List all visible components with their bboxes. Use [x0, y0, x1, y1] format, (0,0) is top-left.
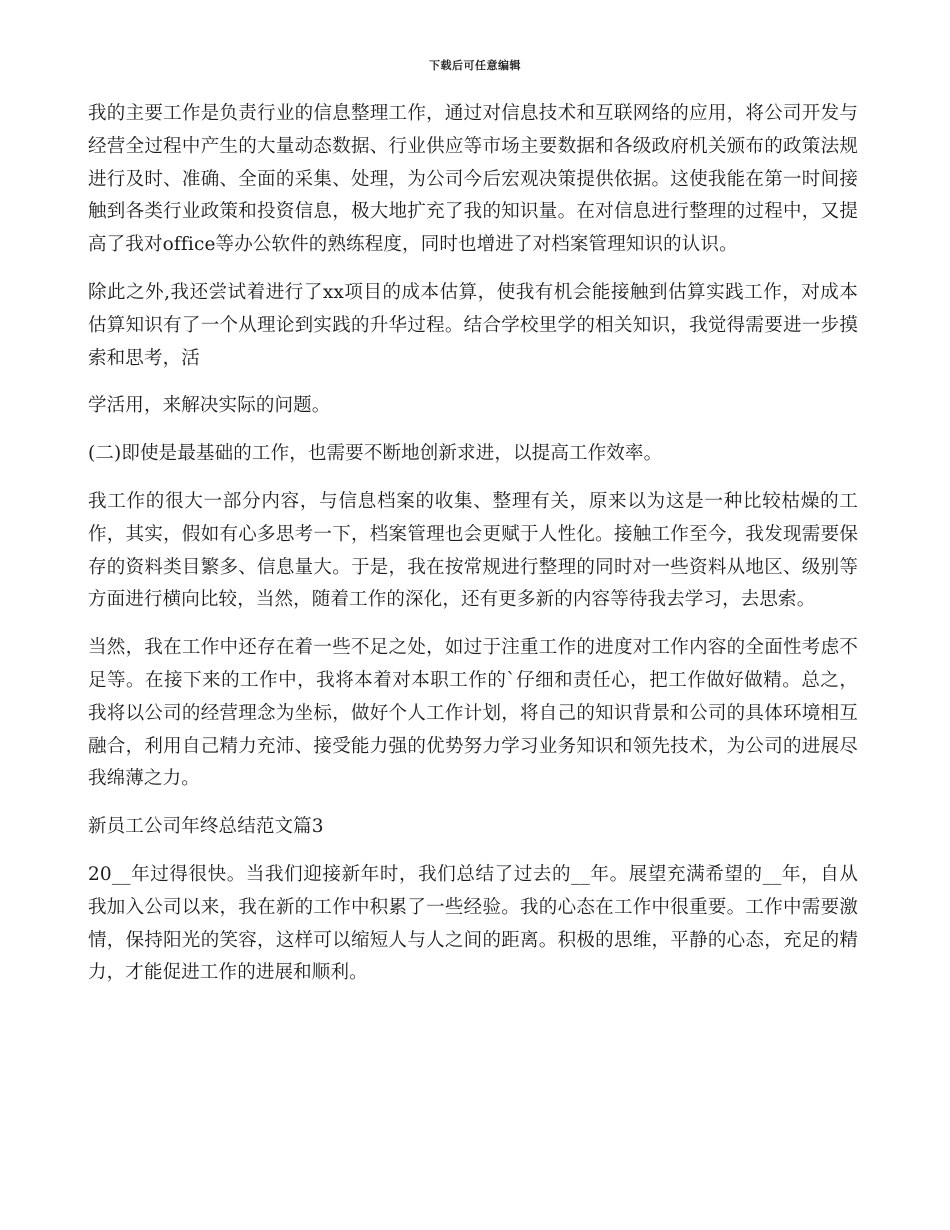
article-title: 新员工公司年终总结范文篇3 [88, 816, 324, 838]
paragraph-work-duties: 我的主要工作是负责行业的信息整理工作，通过对信息技术和互联网络的应用，将公司开发与经营全过程中产生的大量动态数据、行业供应等市场主要数据和各级政府机关颁布的政策法规进行及时、准确、全面的采集、处理，为公司今后宏观决策提供依据。这使我能在第一时间接触到各类行业政策和投资信息，极大地扩充了我的知识量。在对信息进行整理的过程中，又提高了我对office等办公软件的熟练程度，同时也增进了对档案管理知识的认识。 [88, 103, 858, 256]
paragraph-year-summary: 20__年过得很快。当我们迎接新年时，我们总结了过去的__年。展望充满希望的__年，自从我加入公司以来，我在新的工作中积累了一些经验。我的心态在工作中很重要。工作中需要激情，保持阳光的笑容，这样可以缩短人与人之间的距离。积极的思维，平静的心态，充足的精力，才能促进工作的进展和顺利。 [88, 863, 858, 984]
document-body [88, 98, 858, 1005]
paragraph-archive-work: 我工作的很大一部分内容，与信息档案的收集、整理有关，原来以为这是一种比较枯燥的工作，其实，假如有心多思考一下，档案管理也会更赋于人性化。接触工作至今，我发现需要保存的资料类目繁多、信息量大。于是，我在按常规进行整理的同时对一些资料从地区、级别等方面进行横向比较，当然，随着工作的深化，还有更多新的内容等待我去学习，去思索。 [88, 490, 858, 611]
paragraph-section-heading: (二)即使是最基础的工作，也需要不断地创新求进，以提高工作效率。 [88, 443, 663, 465]
paragraph-shortcomings: 当然，我在工作中还存在着一些不足之处，如过于注重工作的进度对工作内容的全面性考虑不足等。在接下来的工作中，我将本着对本职工作的`仔细和责任心，把工作做好做精。总之，我将以公司的经营理念为坐标，做好个人工作计划，将自己的知识背景和公司的具体环境相互融合，利用自己精力充沛、接受能力强的优势努力学习业务知识和领先技术，为公司的进展尽我绵薄之力。 [88, 637, 858, 790]
paragraph-cost-estimation: 除此之外,我还尝试着进行了xx项目的成本估算，使我有机会能接触到估算实践工作，对成本估算知识有了一个从理论到实践的升华过程。结合学校里学的相关知识，我觉得需要进一步摸索和思考，活 [88, 281, 858, 369]
header-note: 下载后可任意编辑 [429, 59, 521, 72]
paragraph-apply-learning: 学活用，来解决实际的问题。 [88, 395, 331, 417]
